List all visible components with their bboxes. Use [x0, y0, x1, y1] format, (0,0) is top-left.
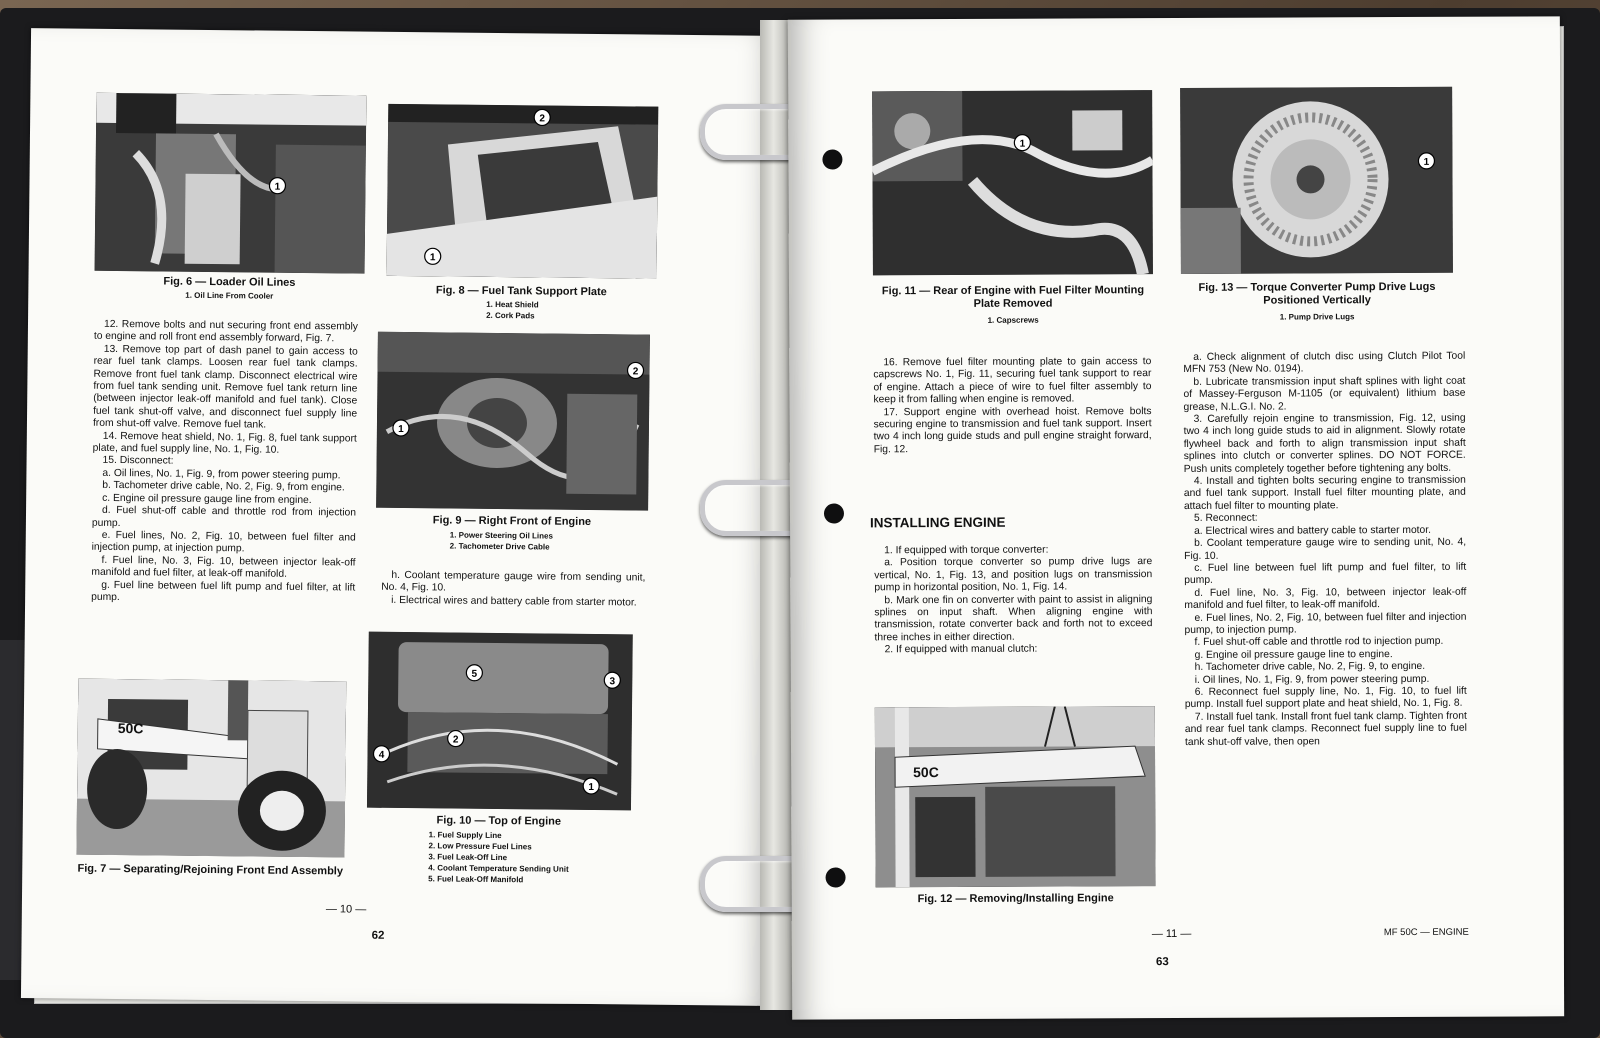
fig13-callout-1: 1 [1423, 156, 1430, 168]
step-15f: f. Fuel line, No. 3, Fig. 10, between injector leak-off manifold and fuel filter, at leak-off manifold. [91, 554, 356, 580]
right-page [788, 16, 1564, 1019]
install-step-5i: i. Oil lines, No. 1, Fig. 9, from power steering pump. [1194, 673, 1430, 686]
fig12-photo [875, 706, 1156, 887]
install-step-5h: h. Tachometer drive cable, No. 2, Fig. 9, to engine. [1194, 661, 1426, 674]
install-step-5e: e. Fuel lines, No. 2, Fig. 10, between fuel filter and injection pump, to injection pump. [1184, 611, 1467, 636]
fig12-photo-label: 50C [913, 764, 939, 781]
fig13-photo [1180, 87, 1453, 274]
install-step-7: 7. Install fuel tank. Install front fuel tank clamp. Tighten front and rear fuel tank clamps. Reconnect fuel supply line to fuel tank shut-off valve, then open [1184, 710, 1467, 748]
punch-hole [826, 867, 846, 887]
fig8-legend-item: 1. Heat Shield [486, 299, 539, 310]
left-text-column-2 [381, 570, 645, 610]
fig9-callout-2: 2 [632, 366, 639, 378]
fig10-caption: Fig. 10 — Top of Engine [436, 814, 562, 828]
fig7-photo-label: 50C [117, 720, 144, 737]
fig10-photo [367, 632, 633, 811]
fig11-legend [873, 314, 1153, 326]
fig10-legend-item: 4. Coolant Temperature Sending Unit [428, 863, 569, 874]
install-step-6: 6. Reconnect fuel supply line, No. 1, Fig. 10, to fuel lift pump. Install fuel support plate and heat shield, No. 1, Fig. 8. [1184, 685, 1467, 711]
fig8-caption: Fig. 8 — Fuel Tank Support Plate [435, 284, 607, 299]
install-step-3: 3. Carefully rejoin engine to transmission, Fig. 12, using two 4 inch long guide studs to aid in alignment. Slowly rotate flywheel back and forth to align transmission input shaft splines into clutch or converter splines. DO NOT FORCE. Push units completely together before tightening any bolts. [1183, 412, 1466, 475]
fig9-callout-1: 1 [398, 423, 404, 436]
step-15c: c. Engine oil pressure gauge line from engine. [102, 492, 312, 506]
punch-hole [822, 149, 842, 169]
step-16: 16. Remove fuel filter mounting plate to gain access to capscrews No. 1, Fig. 11, securing fuel tank support to rear of engine. Attach a piece of wire to fuel filter assembly to keep it from falling when engine is removed. [873, 356, 1152, 406]
step-15: 15. Disconnect: [102, 455, 174, 468]
section-heading: INSTALLING ENGINE [869, 514, 1006, 531]
fig10-legend-item: 1. Fuel Supply Line [428, 830, 502, 841]
right-page-number: 63 [1155, 956, 1169, 969]
fig8-legend [486, 299, 539, 322]
fig8-legend-item: 2. Cork Pads [486, 310, 535, 321]
running-head: MF 50C — ENGINE [1383, 926, 1469, 939]
install-step-5: 5. Reconnect: [1193, 512, 1258, 525]
fig6-photo [95, 93, 367, 274]
fig11-legend-item: 1. Capscrews [987, 315, 1039, 325]
fig9-legend-item: 1. Power Steering Oil Lines [449, 530, 553, 541]
fig6-legend [94, 289, 364, 303]
step-15a: a. Oil lines, No. 1, Fig. 9, from power steering pump. [102, 467, 341, 482]
install-step-5d: d. Fuel line, No. 3, Fig. 10, between injector leak-off manifold and fuel filter, to leak-off manifold. [1184, 586, 1467, 612]
fig7-caption: Fig. 7 — Separating/Rejoining Front End Assembly [77, 862, 344, 878]
fig10-callout-3: 3 [609, 676, 616, 688]
right-text-column-1 [873, 356, 1151, 456]
fig10-legend-item: 5. Fuel Leak-Off Manifold [428, 874, 524, 885]
fig8-photo [387, 104, 659, 279]
step-15d: d. Fuel shut-off cable and throttle rod from injection pump. [91, 504, 357, 529]
install-step-5g: g. Engine oil pressure gauge line to engine. [1194, 648, 1393, 661]
left-folio: — 10 — [325, 903, 367, 916]
fig10-callout-2: 2 [452, 734, 459, 746]
fig10-callout-1: 1 [588, 781, 595, 794]
step-14: 14. Remove heat shield, No. 1, Fig. 8, fuel tank support plate, and fuel supply line, No. 1, Fig. 10. [92, 430, 357, 456]
left-page-number: 62 [371, 929, 385, 942]
install-step-5f: f. Fuel shut-off cable and throttle rod to injection pump. [1194, 636, 1444, 649]
fig10-legend [428, 829, 569, 885]
step-17: 17. Support engine with overhead hoist. Remove bolts securing engine to transmission and fuel tank support. Insert two 4 inch long guide studs and pull engine straight forward, Fig. 12. [873, 405, 1152, 456]
fig6-caption: Fig. 6 — Loader Oil Lines [163, 275, 296, 289]
fig9-photo [376, 332, 650, 511]
fig12-caption: Fig. 12 — Removing/Installing Engine [917, 892, 1114, 906]
right-text-column-2 [1183, 351, 1467, 749]
install-step-5c: c. Fuel line between fuel lift pump and fuel filter, to lift pump. [1184, 561, 1467, 587]
step-12: 12. Remove bolts and nut securing front end assembly to engine and roll front end assembly forward, Fig. 7. [93, 318, 359, 345]
install-step-1: 1. If equipped with torque converter: [884, 544, 1049, 557]
install-steps [874, 544, 1152, 657]
fig10-legend-item: 2. Low Pressure Fuel Lines [428, 841, 532, 852]
install-step-4: 4. Install and tighten bolts securing engine to transmission and fuel tank support. Install fuel filter mounting plate, and attach fuel filter to mounting plate. [1183, 474, 1466, 512]
fig7-photo [76, 679, 346, 858]
install-step-2b: b. Lubricate transmission input shaft splines with light coat of Massey-Ferguson M-1105 (or equivalent) lithium base grease, N.L.G.I. No. 2. [1183, 375, 1466, 413]
fig11-caption: Fig. 11 — Rear of Engine with Fuel Filter Mounting Plate Removed [881, 284, 1145, 310]
install-step-1b: b. Mark one fin on converter with paint to assist in aligning splines on input shaft. When aligning engine with transmission, rotate converter back and forth not to exceed three inches in either direction. [874, 593, 1153, 644]
fig13-legend-item: 1. Pump Drive Lugs [1279, 312, 1355, 322]
step-15g: g. Fuel line between fuel lift pump and fuel filter, at lift pump. [91, 579, 356, 603]
step-15b: b. Tachometer drive cable, No. 2, Fig. 9, from engine. [102, 480, 345, 494]
fig10-callout-5: 5 [471, 668, 478, 680]
fig13-caption: Fig. 13 — Torque Converter Pump Drive Lugs Positioned Vertically [1198, 280, 1436, 307]
install-step-5a: a. Electrical wires and battery cable to starter motor. [1194, 524, 1432, 537]
fig10-legend-item: 3. Fuel Leak-Off Line [428, 852, 508, 863]
fig9-legend [450, 530, 553, 553]
fig13-legend [1181, 311, 1453, 323]
fig8-callout-2: 2 [539, 113, 546, 125]
install-step-2: 2. If equipped with manual clutch: [884, 643, 1038, 656]
fig10-callout-4: 4 [378, 749, 385, 761]
left-page [21, 28, 781, 1006]
step-15i: i. Electrical wires and battery cable from starter motor. [391, 594, 637, 609]
right-folio: — 11 — [1151, 927, 1192, 941]
fig9-legend-item: 2. Tachometer Drive Cable [449, 541, 550, 552]
step-15e: e. Fuel lines, No. 2, Fig. 10, between fuel filter and injection pump, at injection pump. [91, 529, 356, 555]
left-text-column-1 [91, 319, 358, 607]
fig6-callout-1: 1 [274, 181, 281, 193]
step-15h: h. Coolant temperature gauge wire from sending unit, No. 4, Fig. 10. [381, 569, 646, 594]
install-step-5b: b. Coolant temperature gauge wire to sending unit, No. 4, Fig. 10. [1184, 536, 1467, 562]
step-13: 13. Remove top part of dash panel to gain access to rear fuel tank clamps. Loosen rear fuel tank clamps. Remove front fuel tank clamp. Disconnect electrical wire from fuel tank sending unit. Remove fuel tank return line (between injector leak-off manifold and fuel tank). Close fuel tank shut-off valve, and disconnect fuel supply line from shut-off valve. Remove fuel tank. [92, 343, 358, 431]
fig9-caption: Fig. 9 — Right Front of Engine [432, 514, 592, 528]
install-step-1a: a. Position torque converter so pump drive lugs are vertical, No. 1, Fig. 13, and position lugs on transmission pump in horizontal position, No. 1, Fig. 14. [874, 556, 1153, 594]
fig11-callout-1: 1 [1019, 138, 1026, 150]
install-step-2a: a. Check alignment of clutch disc using Clutch Pilot Tool MFN 753 (New No. 0194). [1183, 350, 1466, 376]
fig6-legend-item: 1. Oil Line From Cooler [185, 290, 274, 301]
punch-hole [824, 503, 844, 523]
fig11-photo [872, 90, 1153, 275]
fig8-callout-1: 1 [429, 252, 436, 264]
